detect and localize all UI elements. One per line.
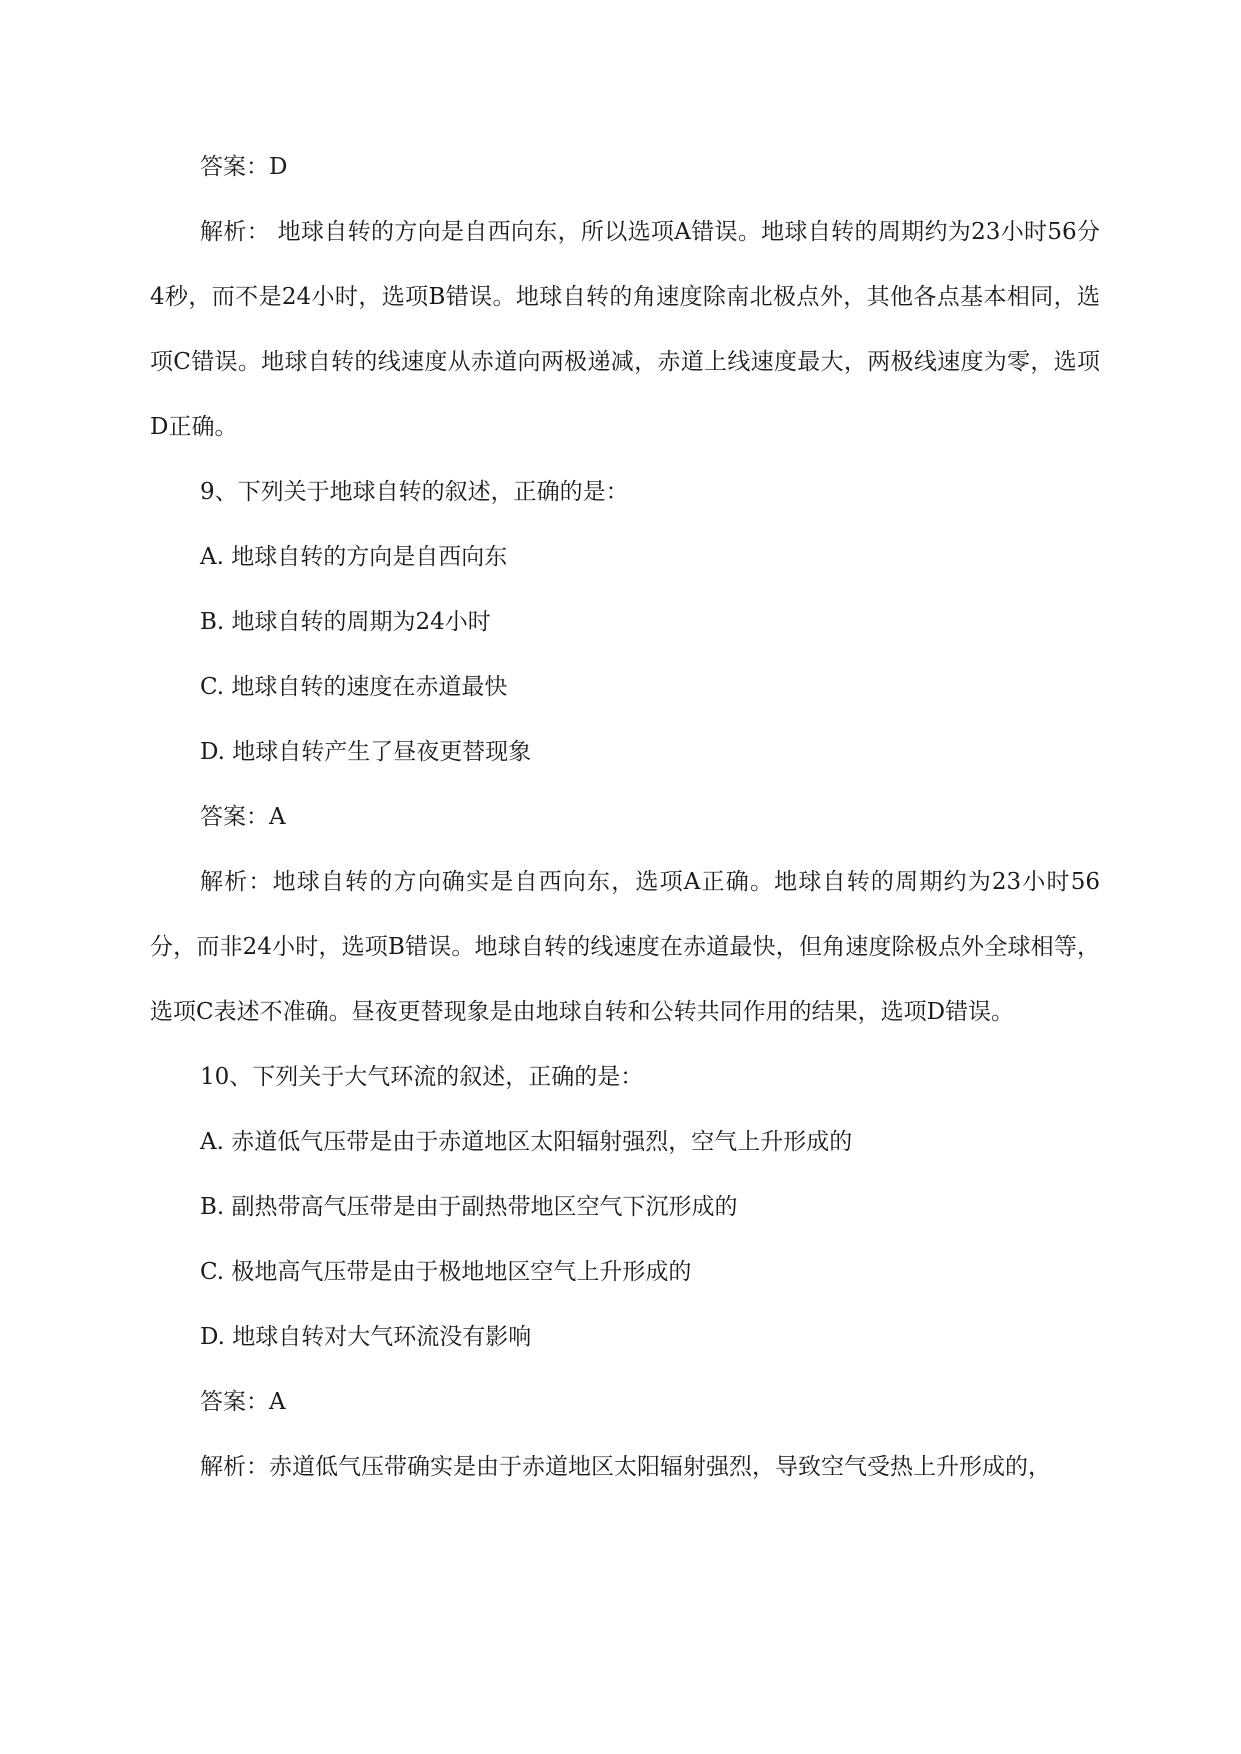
q10-option-d: D. 地球自转对大气环流没有影响 [200,1324,532,1350]
q8-analysis: 解析： 地球自转的方向是自西向东，所以选项A错误。地球自转的周期约为23小时56分4秒，而不是24小时，选项B错误。地球自转的角速度除南北极点外，其他各点基本相同，选项C错误。地球自转的线速度从赤道向两极递减，赤道上线速度最大，两极线速度为零，选项D正确。 [150,219,1100,440]
q9-option-d: D. 地球自转产生了昼夜更替现象 [200,739,532,765]
document-page [150,135,1100,1500]
q10-analysis: 解析：赤道低气压带确实是由于赤道地区太阳辐射强烈，导致空气受热上升形成的， [200,1454,1051,1480]
q9-analysis: 解析：地球自转的方向确实是自西向东，选项A正确。地球自转的周期约为23小时56分，而非24小时，选项B错误。地球自转的线速度在赤道最快，但角速度除极点外全球相等，选项C表述不准确。昼夜更替现象是由地球自转和公转共同作用的结果，选项D错误。 [150,869,1100,1025]
q10-answer: 答案：A [200,1389,286,1415]
q9-option-a: A. 地球自转的方向是自西向东 [200,544,508,570]
q9-question: 9、下列关于地球自转的叙述，正确的是： [200,479,629,505]
q9-answer: 答案：A [200,804,286,830]
q10-option-c: C. 极地高气压带是由于极地地区空气上升形成的 [200,1259,692,1285]
q10-option-b: B. 副热带高气压带是由于副热带地区空气下沉形成的 [200,1194,738,1220]
q9-option-b: B. 地球自转的周期为24小时 [200,609,491,635]
q8-answer: 答案：D [200,154,288,180]
q9-option-c: C. 地球自转的速度在赤道最快 [200,674,508,700]
q10-option-a: A. 赤道低气压带是由于赤道地区太阳辐射强烈，空气上升形成的 [200,1129,853,1155]
q10-question: 10、下列关于大气环流的叙述，正确的是： [200,1064,644,1090]
